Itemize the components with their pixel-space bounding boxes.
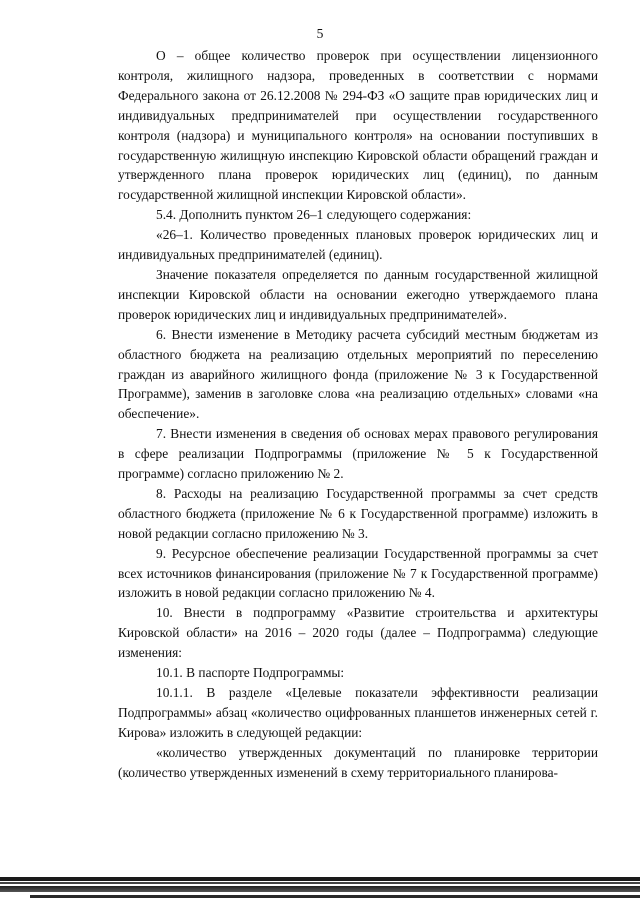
paragraph-9: 9. Ресурсное обеспечение реализации Государственной программы за счет всех источников финансирования (приложение № 7 к Государственной программе) изложить в новой редакции согласно приложению № 4.	[118, 545, 598, 601]
page-number: 5	[316, 26, 324, 41]
paragraph-26-1: «26–1. Количество проведенных плановых проверок юридических лиц и индивидуальных предпринимателей (единиц).	[118, 227, 598, 263]
scan-edge-line	[0, 886, 640, 892]
scan-edge-line	[0, 877, 640, 881]
paragraph-quote-continuation: «количество утвержденных документаций по планировке территории (количество утвержденных изменений в схему территориального планирова-	[118, 744, 598, 780]
document-body	[118, 46, 598, 783]
paragraph-indicator-value: Значение показателя определяется по данным государственной жилищной инспекции Кировской области на основании ежегодно утверждаемого плана проверок юридических лиц и индивидуальных предпринимателей».	[118, 266, 598, 322]
paragraph-6: 6. Внести изменение в Методику расчета субсидий местным бюджетам из областного бюджета на реализацию отдельных мероприятий по переселению граждан из аварийного жилищного фонда (приложение № 3 к Государственной Программе), заменив в заголовке слова «на реализацию отдельных» словами «на обеспечение».	[118, 326, 598, 422]
paragraph-5-4: 5.4. Дополнить пунктом 26–1 следующего содержания:	[156, 207, 472, 223]
paragraph-8: 8. Расходы на реализацию Государственной программы за счет средств областного бюджета (приложение № 6 к Государственной программе) изложить в новой редакции согласно приложению № 3.	[118, 485, 598, 541]
paragraph-7: 7. Внести изменения в сведения об основах мерах правового регулирования в сфере реализации Подпрограммы (приложение № 5 к Государственной программе) согласно приложению № 2.	[118, 426, 598, 482]
scan-edge-line	[30, 895, 640, 898]
paragraph-10: 10. Внести в подпрограмму «Развитие строительства и архитектуры Кировской области» на 2016 – 2020 годы (далее – Подпрограмма) следующие изменения:	[118, 605, 598, 661]
scan-edge-line	[0, 882, 640, 884]
paragraph-10-1: 10.1. В паспорте Подпрограммы:	[156, 665, 345, 681]
paragraph-definition-o: O – общее количество проверок при осуществлении лицензионного контроля, жилищного надзора, проведенных в соответствии с нормами Федерального закона от 26.12.2008 № 294-ФЗ «О защите прав юридических лиц и индивидуальных предпринимателей при осуществлении государственного контроля (надзора) и муниципального контроля» на основании поступивших в государственную жилищную инспекцию Кировской области обращений граждан и утвержденного плана проверок юридических лиц (единиц), по данным государственной жилищной инспекции Кировской области».	[118, 48, 598, 203]
paragraph-10-1-1: 10.1.1. В разделе «Целевые показатели эффективности реализации Подпрограммы» абзац «количество оцифрованных планшетов инженерных сетей г. Кирова» изложить в следующей редакции:	[118, 685, 598, 740]
